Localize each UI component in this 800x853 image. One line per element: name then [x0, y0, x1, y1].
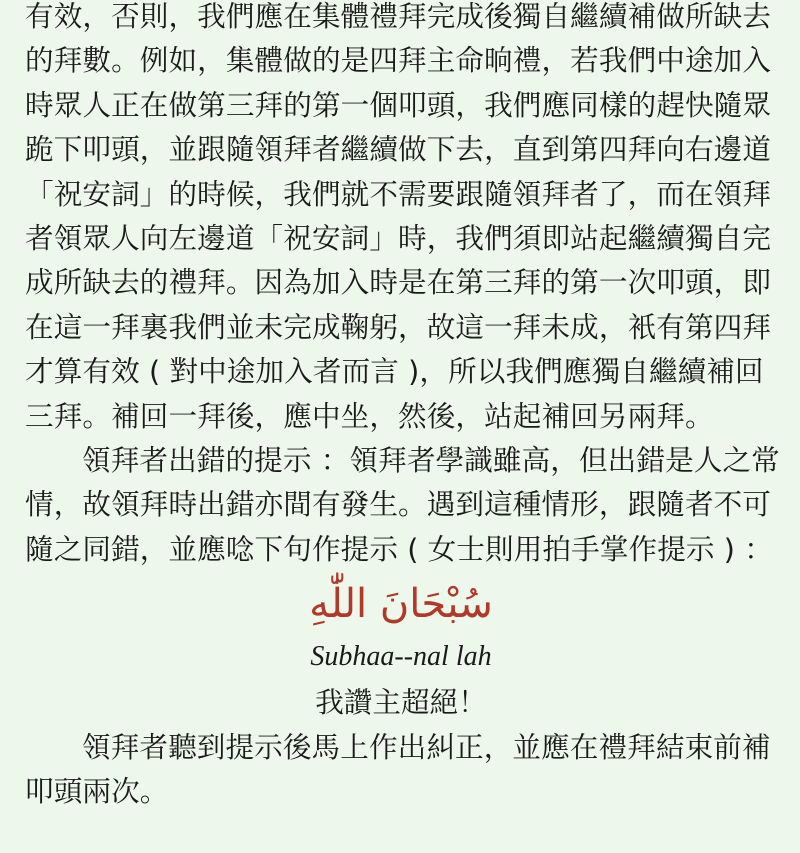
text-line: 領拜者出錯的提示 ：領拜者學識雖高，但出錯是人之常	[82, 442, 780, 477]
text-line: 有效，否則，我們應在集體禮拜完成後獨自繼續補做所缺去	[25, 0, 772, 33]
text-line: 領拜者聽到提示後馬上作出糾正，並應在禮拜結束前補	[82, 730, 771, 765]
transliteration: Subhaa--nal lah	[310, 641, 492, 673]
text-line: 時眾人正在做第三拜的第一個叩頭，我們應同樣的趕快隨眾	[25, 87, 772, 122]
text-line: 的拜數。例如，集體做的是四拜主命晌禮，若我們中途加入	[25, 43, 772, 78]
paragraph-correction	[25, 725, 777, 814]
text-line: 三拜。補回一拜後，應中坐，然後，站起補回另兩拜。	[25, 398, 714, 433]
prompt-phrase-block	[25, 573, 777, 725]
text-line: 叩頭兩次。	[25, 774, 169, 809]
document-page	[25, 0, 780, 814]
paragraph-continued	[25, 0, 777, 438]
text-line: 跪下叩頭，並跟隨領拜者繼續做下去，直到第四拜向右邊道	[25, 132, 772, 167]
text-line: 「祝安詞」的時候，我們就不需要跟隨領拜者了，而在領拜	[25, 176, 772, 211]
text-line: 才算有效 ( 對中途加入者而言 )，所以我們應獨自繼續補回	[25, 354, 764, 389]
text-line: 者領眾人向左邊道「祝安詞」時，我們須即站起繼續獨自完	[25, 220, 772, 255]
arabic-phrase: سُبْحَانَ اللّٰهِ	[309, 581, 493, 628]
text-line: 隨之同錯，並應唸下句作提示 ( 女士則用拍手掌作提示 ) ：	[25, 531, 773, 566]
text-line: 成所缺去的禮拜。因為加入時是在第三拜的第一次叩頭，即	[25, 265, 772, 300]
text-line: 情，故領拜時出錯亦間有發生。遇到這種情形，跟隨者不可	[25, 487, 772, 522]
paragraph-imam-error	[25, 438, 780, 571]
text-line: 在這一拜裏我們並未完成鞠躬，故這一拜未成，衹有第四拜	[25, 309, 772, 344]
phrase-translation: 我讚主超絕！	[315, 685, 487, 720]
